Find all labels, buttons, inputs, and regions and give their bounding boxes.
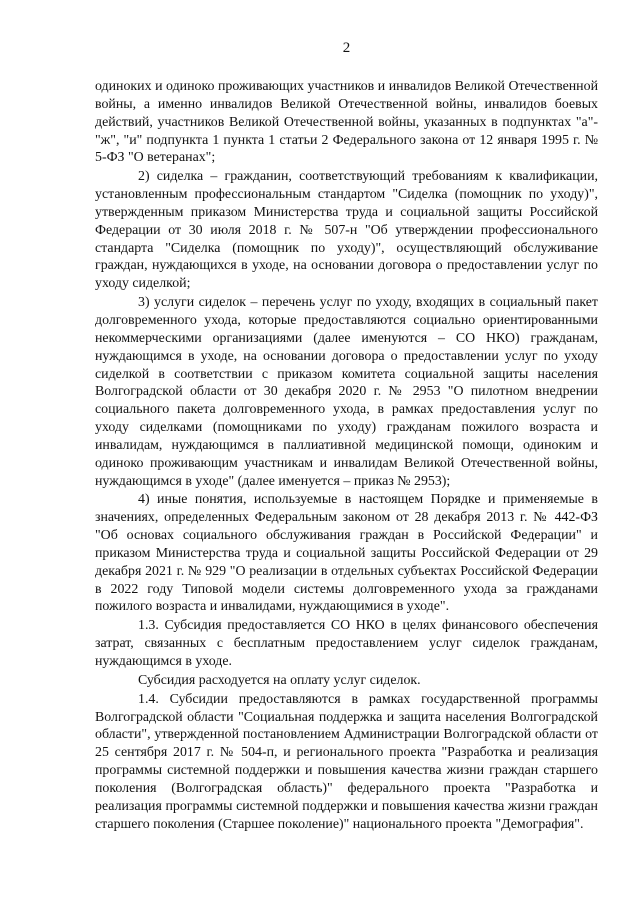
paragraph-subsidy-usage: Субсидия расходуется на оплату услуг сиделок. (138, 672, 421, 688)
paragraph-continuation: одиноких и одиноко проживающих участников и инвалидов Великой Отечественной войны, а именно инвалидов Великой Отечественной войны, инвалидов боевых действий, участников Великой Отечественной войны, указанных в подпунктах "а"-"ж", "и" подпункта 1 пункта 1 статьи 2 Федерального закона от 12 января 1995 г. № 5-ФЗ "О ветеранах"; (95, 79, 598, 166)
page-number: 2 (342, 40, 351, 56)
paragraph-definition-services: 3) услуги сиделок – перечень услуг по уходу, входящих в социальный пакет долговременного ухода, которые предоставляются социально ориентированными некоммерческими организациями (далее именуются – СО НКО) гражданам, нуждающимся в уходе, на основании договора о предоставлении услуг по уходу сиделкой в соответствии с приказом комитета социальной защиты населения Волгоградской области от 30 декабря 2020 г. № 2953 "О пилотном внедрении социального пакета долговременного ухода, в рамках предоставления услуг по уходу сиделками (помощниками по уходу) гражданам пожилого возраста и инвалидам, нуждающимся в паллиативной медицинской помощи, одиноким и одиноко проживающим участникам и инвалидам Великой Отечественной войны, нуждающимся в уходе" (далее именуется – приказ № 2953); (95, 295, 598, 489)
paragraph-definition-caregiver: 2) сиделка – гражданин, соответствующий требованиям к квалификации, установленным профессиональным стандартом "Сиделка (помощник по уходу)", утвержденным приказом Министерства труда и социальной защиты Российской Федерации от 30 июля 2018 г. № 507-н "Об утверждении профессионального стандарта "Сиделка (помощник по уходу)", осуществляющий обслуживание граждан, нуждающихся в уходе, на основании договора о предоставлении услуг по уходу сиделкой; (95, 169, 598, 292)
paragraph-section-1-3: 1.3. Субсидия предоставляется СО НКО в целях финансового обеспечения затрат, связанных с бесплатным предоставлением услуг сиделок гражданам, нуждающимся в уходе. (95, 618, 598, 669)
paragraph-definition-other: 4) иные понятия, используемые в настоящем Порядке и применяемые в значениях, определенных Федеральным законом от 28 декабря 2013 г. № 442-ФЗ "Об основах социального обслуживания граждан в Российской Федерации" и приказом Министерства труда и социальной защиты Российской Федерации от 29 декабря 2021 г. № 929 "О реализации в отдельных субъектах Российской Федерации в 2022 году Типовой модели системы долговременного ухода за гражданами пожилого возраста и инвалидами, нуждающимися в уходе". (95, 492, 598, 615)
document-body (95, 78, 598, 833)
paragraph-section-1-4: 1.4. Субсидии предоставляются в рамках государственной программы Волгоградской области "Социальная поддержка и защита населения Волгоградской области", утвержденной постановлением Администрации Волгоградской области от 25 сентября 2017 г. № 504-п, и регионального проекта "Разработка и реализация программы системной поддержки и повышения качества жизни граждан старшего поколения (Волгоградская область)" федерального проекта "Разработка и реализация программы системной поддержки и повышения качества жизни граждан старшего поколения (Старшее поколение)" национального проекта "Демография". (95, 691, 598, 832)
